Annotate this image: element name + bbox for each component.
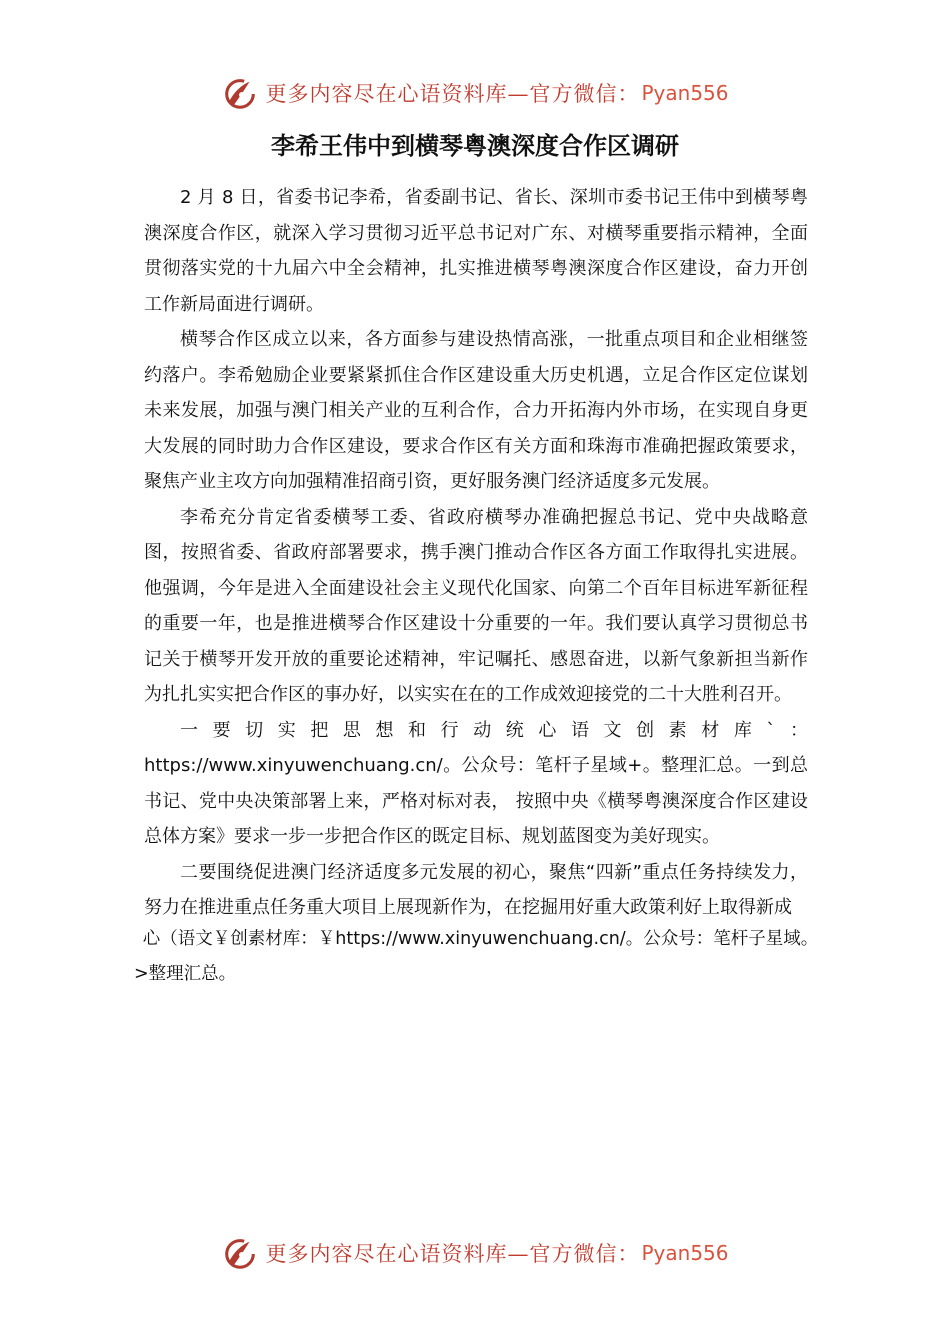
article-title: 李希王伟中到横琴粤澳深度合作区调研 <box>271 132 679 160</box>
paragraph: 李希充分肯定省委横琴工委、省政府横琴办准确把握总书记、党中央战略意图，按照省委、省政府部署要求，携手澳门推动合作区各方面工作取得扎实进展。他强调，今年是进入全面建设社会主义现代化国家、向第二个百年目标进军新征程的重要一年，也是推进横琴合作区建设十分重要的一年。我们要认真学习贯彻总书记关于横琴开发开放的重要论述精神，牢记嘱托、感恩奋进，以新气象新担当新作为扎扎实实把合作区的事办好，以实实在在的工作成效迎接党的二十大胜利召开。 <box>144 506 808 705</box>
paragraph: 2 月 8 日，省委书记李希，省委副书记、省长、深圳市委书记王伟中到横琴粤澳深度合作区，就深入学习贯彻习近平总书记对广东、对横琴重要指示精神，全面贯彻落实党的十九届六中全会精神，扎实推进横琴粤澳深度合作区建设，奋力开创工作新局面进行调研。 <box>144 187 808 315</box>
paragraph: 一要切实把思想和行动统心语文创素材库`：https://www.xinyuwenchuang.cn/。公众号：笔杆子星域+。整理汇总。一到总书记、党中央决策部署上来，严格对标对表， 按照中央《横琴粤澳深度合作区建设总体方案》要求一步一步把合作区的既定目标、规划蓝图变为美好现实。 <box>144 719 808 847</box>
footer-banner <box>0 1231 950 1275</box>
ink-brush-logo-icon <box>221 1234 259 1272</box>
header-banner <box>0 71 950 115</box>
banner-contact: Pyan556 <box>641 81 729 105</box>
article-body <box>144 180 808 926</box>
banner-text: 更多内容尽在心语资料库—官方微信： <box>265 82 640 106</box>
paragraph: 二要围绕促进澳门经济适度多元发展的初心，聚焦“四新”重点任务持续发力，努力在推进重点任务重大项目上展现新作为，在挖掘用好重大政策利好上取得新成 <box>144 861 808 918</box>
banner-contact: Pyan556 <box>641 1241 729 1265</box>
paragraph: 横琴合作区成立以来，各方面参与建设热情高涨，一批重点项目和企业相继签约落户。李希勉励企业要紧紧抓住合作区建设重大历史机遇，立足合作区定位谋划未来发展，加强与澳门相关产业的互利合作，合力开拓海内外市场，在实现自身更大发展的同时助力合作区建设，要求合作区有关方面和珠海市准确把握政策要求，聚焦产业主攻方向加强精准招商引资，更好服务澳门经济适度多元发展。 <box>144 329 808 492</box>
article-tail: 心（语文￥创素材库：￥https://www.xinyuwenchuang.cn/。公众号：笔杆子星域。>整理汇总。 <box>134 929 819 984</box>
banner-text: 更多内容尽在心语资料库—官方微信： <box>265 1242 640 1266</box>
ink-brush-logo-icon <box>221 74 259 112</box>
